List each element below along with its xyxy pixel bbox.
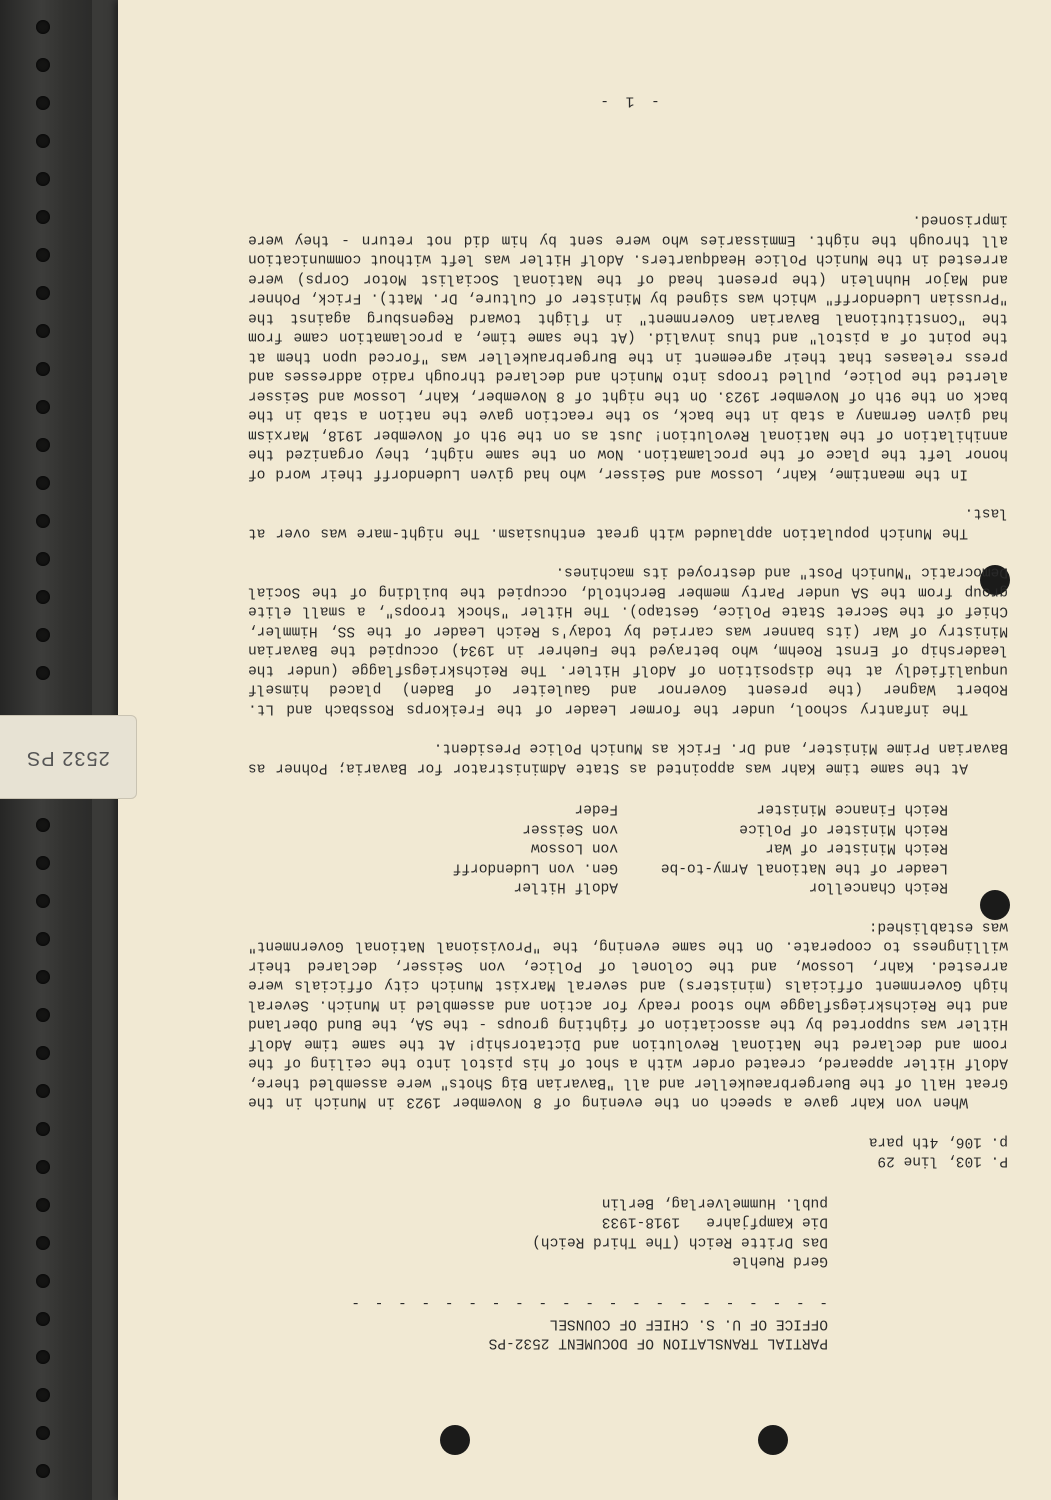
heading-divider: - - - - - - - - - - - - - - - - - - - - - bbox=[348, 1294, 828, 1311]
binder-hole bbox=[36, 96, 50, 110]
source-title: Das Dritte Reich (The Third Reich) bbox=[532, 1233, 828, 1250]
binder-hole bbox=[36, 1198, 50, 1212]
punch-hole bbox=[440, 1425, 470, 1455]
binder-hole bbox=[36, 514, 50, 528]
government-role: Reich Minister of Police bbox=[739, 820, 948, 837]
binder-hole bbox=[36, 438, 50, 452]
government-person: von Lossow bbox=[530, 840, 618, 856]
paragraph-4: The Munich population applauded with great enthusiasm. The night-mare was over at last. bbox=[248, 505, 1008, 541]
binder-hole bbox=[36, 1122, 50, 1136]
government-role: Leader of the National Army-to-be bbox=[660, 859, 948, 876]
index-tab-label: 2532 PS bbox=[26, 746, 110, 769]
punch-hole bbox=[758, 1425, 788, 1455]
government-row bbox=[248, 838, 948, 858]
binder-hole bbox=[36, 210, 50, 224]
document-content bbox=[248, 90, 1008, 1352]
binder-hole bbox=[36, 1388, 50, 1402]
government-list bbox=[248, 799, 948, 897]
government-person: von Seisser bbox=[522, 820, 618, 837]
reference-2: p. 106, 4th para bbox=[868, 1133, 1008, 1150]
binder-hole bbox=[36, 932, 50, 946]
government-person: Feder bbox=[574, 801, 618, 817]
binder-hole bbox=[36, 856, 50, 870]
page-references bbox=[248, 1131, 1008, 1170]
government-row bbox=[248, 818, 948, 838]
binder-hole bbox=[36, 286, 50, 300]
binder-hole bbox=[36, 1084, 50, 1098]
binder-hole bbox=[36, 1046, 50, 1060]
page-number: - 1 - bbox=[596, 92, 660, 109]
binder-hole bbox=[36, 970, 50, 984]
source-publisher: publ. Hummelverlag, Berlin bbox=[601, 1194, 828, 1211]
binder-hole bbox=[36, 58, 50, 72]
binder-hole bbox=[36, 552, 50, 566]
binder-hole bbox=[36, 362, 50, 376]
government-person: Gen. von Ludendorff bbox=[452, 859, 618, 876]
binder-hole bbox=[36, 894, 50, 908]
government-role: Reich Chancellor bbox=[808, 879, 948, 895]
binder-hole bbox=[36, 20, 50, 34]
binder-hole bbox=[36, 324, 50, 338]
binder-hole bbox=[36, 1236, 50, 1250]
government-row bbox=[248, 857, 948, 877]
binder-hole bbox=[36, 1464, 50, 1478]
document-heading bbox=[248, 1314, 828, 1352]
document-page bbox=[118, 0, 1051, 1500]
government-row bbox=[248, 877, 948, 897]
binder-hole bbox=[36, 400, 50, 414]
source-author: Gerd Ruehle bbox=[732, 1253, 828, 1269]
government-person: Adolf Hitler bbox=[513, 879, 618, 895]
binder-hole bbox=[36, 818, 50, 832]
heading-line-2: OFFICE OF U. S. CHIEF OF COUNSEL bbox=[549, 1315, 828, 1332]
binder-hole bbox=[36, 628, 50, 642]
binder-hole bbox=[36, 172, 50, 186]
binder-hole bbox=[36, 1274, 50, 1288]
binder-hole bbox=[36, 666, 50, 680]
binder-hole bbox=[36, 1312, 50, 1326]
government-role: Reich Finance Minister bbox=[756, 801, 948, 817]
binder-hole bbox=[36, 1008, 50, 1022]
paragraph-3: The infantry school, under the former Leader of the Freikorps Rossbach and Lt. Robert Wagner (the present Governor and Gauleiter of Baden) placed himself unqualifiedly at the disposition of Adolf Hitler. The Reichskriegsflagge (under the leadership of Ernst Roehm, who betrayed the Fuehrer in 1934) occupied the Bavarian Ministry of War (its banner was carried by today's Reich Leader of the SS, Himmler, Chief of the Secret State Police, Gestapo). The Hitler "shock troops", a small elite group from the SA under Party member Berchtold, occupied the building of the Social Democratic "Munich Post" and destroyed its machines. bbox=[248, 564, 1008, 717]
binder-hole bbox=[36, 134, 50, 148]
government-row bbox=[248, 799, 948, 819]
binder-hole bbox=[36, 476, 50, 490]
reference-1: P. 103, line 29 bbox=[877, 1153, 1008, 1169]
paragraph-2: At the same time Kahr was appointed as State Administrator for Bavaria; Pohner as Bavarian Prime Minister, and Dr. Frick as Munich Police President. bbox=[248, 740, 1008, 776]
government-role: Reich Minister of War bbox=[765, 840, 948, 856]
binder-hole bbox=[36, 1160, 50, 1174]
paragraph-1: When von Kahr gave a speech on the evening of 8 November 1923 in Munich in the Great Hall of the Buergerbraeukeller and all "Bavarian Big Shots" were assembled there, Adolf Hitler appeared, created order with a shot of his pistol into the ceiling of the room and declared the National Revolution and Dictatorship! At the same time Adolf Hitler was supported by the association of fighting groups - the SA, the Bund Oberland and the Reichskriegsflagge who stood ready for action and assembled in Munich. Several high Government officials (ministers) and several Marxist Munich city officials were arrested. Kahr, Lossow, and the Colonel of Police, von Seisser, declared their willingness to cooperate. On the same evening, the "Provisional National Government" was established: bbox=[248, 918, 1008, 1110]
paragraph-5: In the meantime, Kahr, Lossow and Seisser, who had given Ludendorff their word of honor left the place of the proclamation. Now on the same night, they organized the annihilation of the National Revolution! Just as on the 9th of November 1918, Marxism had given Germany a stab in the back, so the reaction gave the nation a stab in the back on the 9th of November 1923. On the night of 8 November, Kahr, Lossow and Seisser alerted the police, pulled troops into Munich and declared through radio addresses and press releases that their agreement in the Burgerbraukeller was "forced upon them at the point of a pistol" and thus invalid. (At the same time, a proclamation came from the "Constitutional Bavarian Government" in flight toward Regensburg against the "Prussian Ludendorff" which was signed by Minister of Culture, Dr. Matt). Frick, Pohner and Major Huhnlein (the present head of the National Socialist Motor Corps) were arrested in the Munich Police Headquarters. Adolf Hitler was left without communication all through the night. Emmissaries who were sent by him did not return - they were imprisoned. bbox=[248, 212, 1008, 482]
binder-hole bbox=[36, 590, 50, 604]
source-subtitle: Die Kampfjahre 1918-1933 bbox=[601, 1214, 828, 1230]
binder-hole bbox=[36, 1426, 50, 1440]
source-citation bbox=[248, 1192, 828, 1270]
heading-line-1: PARTIAL TRANSLATION OF DOCUMENT 2532-PS bbox=[488, 1334, 828, 1351]
binder-hole bbox=[36, 1350, 50, 1364]
binder-hole bbox=[36, 248, 50, 262]
index-tab bbox=[0, 715, 137, 799]
